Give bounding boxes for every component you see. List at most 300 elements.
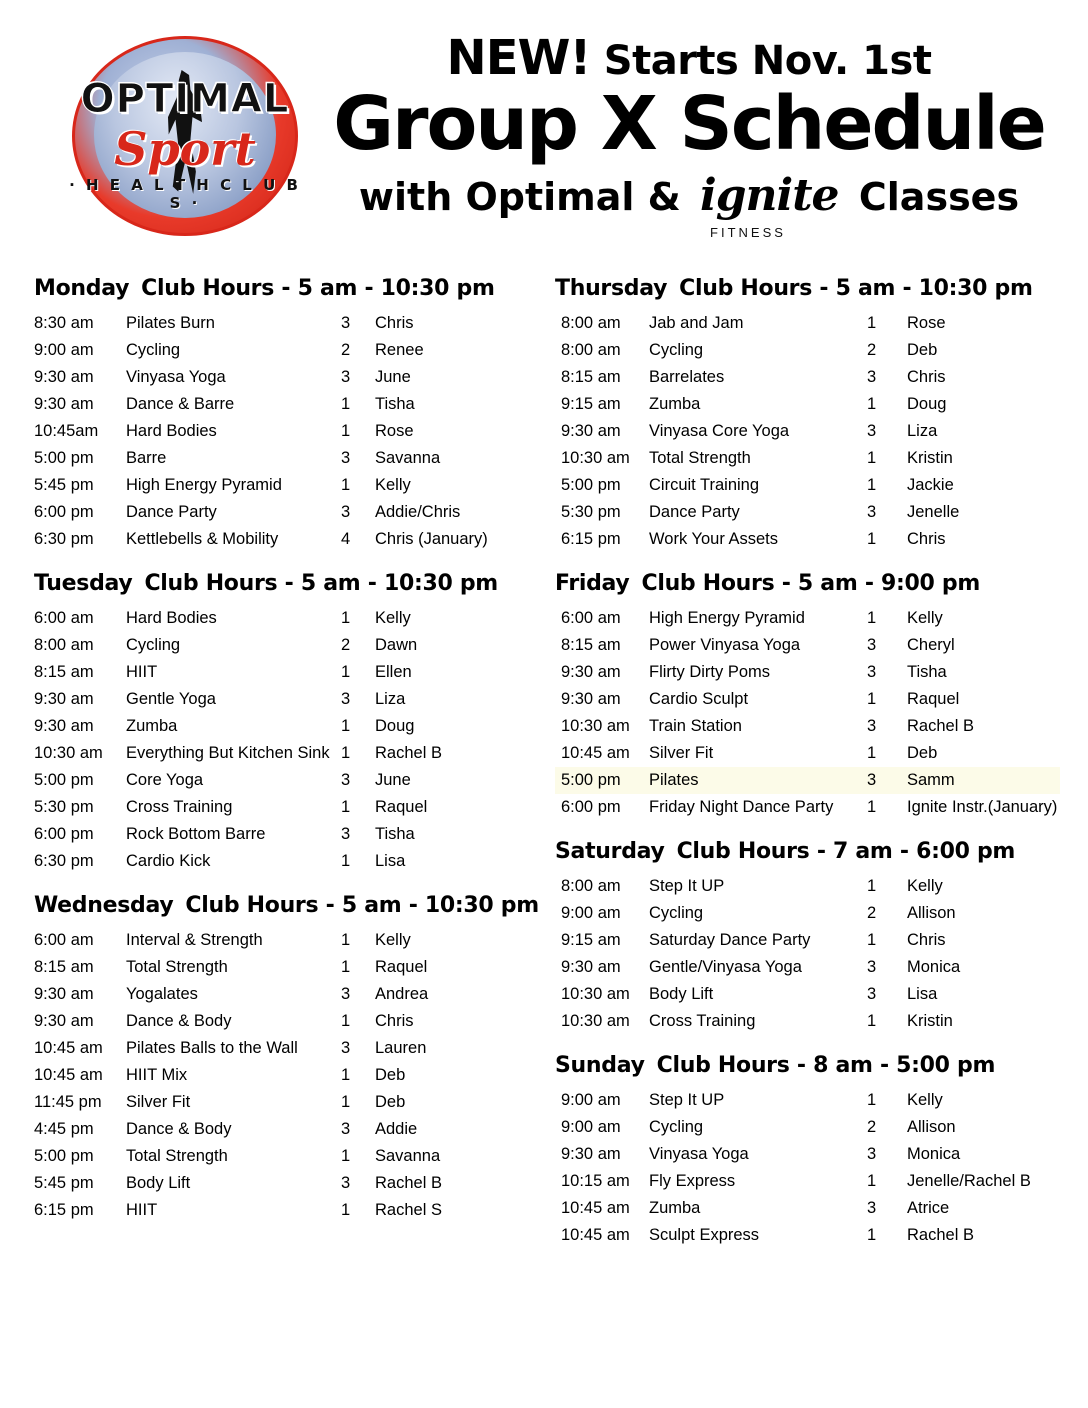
day-name: Monday [34, 276, 130, 301]
day-header-friday [555, 571, 1060, 596]
title-subline [320, 169, 1058, 240]
class-instructor: Deb [375, 1093, 406, 1111]
class-level: 1 [867, 395, 877, 413]
class-level: 1 [867, 476, 877, 494]
class-instructor: Kristin [907, 449, 953, 467]
class-level: 1 [867, 449, 877, 467]
schedule-columns [0, 270, 1088, 1267]
class-instructor: Tisha [907, 663, 947, 681]
day-block-sunday [555, 1053, 1060, 1249]
class-level: 1 [867, 1012, 877, 1030]
class-level: 1 [867, 798, 877, 816]
class-level: 1 [341, 1147, 351, 1165]
class-name: Step It UP [649, 877, 725, 895]
class-instructor: Deb [375, 1066, 406, 1084]
table-row [34, 1008, 541, 1035]
class-instructor: Doug [907, 395, 947, 413]
class-instructor: Cheryl [907, 636, 955, 654]
ignite-brand-label [694, 169, 859, 240]
table-row [34, 767, 541, 794]
class-time: 6:00 pm [561, 798, 621, 816]
class-instructor: Kelly [907, 1091, 943, 1109]
class-name: Silver Fit [649, 744, 714, 762]
page-title: Group X Schedule [333, 81, 1045, 167]
class-time: 8:15 am [34, 663, 94, 681]
class-name: Train Station [649, 717, 742, 735]
ignite-word: ignite [700, 169, 839, 221]
class-level: 1 [867, 877, 877, 895]
table-row [555, 1168, 1060, 1195]
table-row [34, 445, 541, 472]
class-level: 3 [867, 985, 877, 1003]
class-time: 6:00 am [34, 931, 94, 949]
class-time: 9:00 am [561, 1091, 621, 1109]
class-level: 3 [341, 449, 351, 467]
class-table [34, 605, 541, 875]
class-table [555, 873, 1060, 1035]
class-time: 9:30 am [34, 717, 94, 735]
class-time: 10:30 am [561, 1012, 630, 1030]
table-row [34, 1062, 541, 1089]
class-time: 9:30 am [34, 690, 94, 708]
class-level: 1 [867, 314, 877, 332]
class-name: HIIT Mix [126, 1066, 188, 1084]
class-time: 8:15 am [34, 958, 94, 976]
class-name: Vinyasa Yoga [126, 368, 226, 386]
class-name: Cycling [126, 636, 181, 654]
class-name: HIIT [126, 1201, 158, 1219]
class-level: 3 [867, 422, 877, 440]
class-level: 3 [341, 503, 351, 521]
class-instructor: June [375, 771, 411, 789]
class-level: 3 [341, 1120, 351, 1138]
class-instructor: Liza [907, 422, 938, 440]
class-level: 3 [867, 503, 877, 521]
ignite-fitness-sublabel: FITNESS [710, 224, 786, 240]
class-table [34, 927, 541, 1224]
class-instructor: Chris [375, 1012, 414, 1030]
table-row [555, 1222, 1060, 1249]
class-time: 10:30 am [561, 717, 630, 735]
table-row [34, 499, 541, 526]
class-instructor: Jackie [907, 476, 954, 494]
club-hours: Club Hours - 7 am - 6:00 pm [676, 839, 1016, 864]
club-hours: Club Hours - 8 am - 5:00 pm [656, 1053, 996, 1078]
class-time: 6:15 pm [34, 1201, 94, 1219]
class-instructor: Addie [375, 1120, 418, 1138]
class-level: 1 [341, 395, 351, 413]
class-time: 5:00 pm [555, 767, 649, 794]
class-instructor: Samm [907, 767, 1060, 794]
table-row [34, 713, 541, 740]
table-row [555, 794, 1060, 821]
class-name: Cycling [649, 1118, 704, 1136]
class-table [555, 1087, 1060, 1249]
table-row [555, 767, 1060, 794]
class-name: High Energy Pyramid [126, 476, 282, 494]
day-name: Saturday [555, 839, 665, 864]
class-time: 6:15 pm [561, 530, 621, 548]
class-time: 10:15 am [561, 1172, 630, 1190]
table-row [34, 740, 541, 767]
class-time: 9:30 am [561, 1145, 621, 1163]
class-name: Dance & Body [126, 1120, 232, 1138]
class-level: 3 [341, 690, 351, 708]
class-name: Body Lift [126, 1174, 191, 1192]
table-row [34, 1197, 541, 1224]
table-row [34, 632, 541, 659]
class-instructor: Rose [907, 314, 946, 332]
class-name: Dance & Body [126, 1012, 232, 1030]
class-time: 9:30 am [561, 690, 621, 708]
class-table [34, 310, 541, 553]
class-name: Dance Party [649, 503, 740, 521]
class-instructor: Allison [907, 904, 956, 922]
class-time: 9:15 am [561, 395, 621, 413]
class-instructor: Dawn [375, 636, 418, 654]
class-time: 6:00 am [34, 609, 94, 627]
class-level: 3 [341, 825, 351, 843]
class-instructor: Ignite Instr.(January) [907, 798, 1058, 816]
table-row [555, 900, 1060, 927]
class-time: 9:15 am [561, 931, 621, 949]
class-time: 5:00 pm [34, 449, 94, 467]
optimal-sport-logo [60, 18, 310, 248]
class-name: Work Your Assets [649, 530, 779, 548]
class-time: 10:45 am [34, 1066, 103, 1084]
class-name: Sculpt Express [649, 1226, 760, 1244]
class-time: 8:00 am [561, 341, 621, 359]
class-time: 10:45 am [561, 744, 630, 762]
class-instructor: Kelly [907, 877, 943, 895]
day-block-tuesday [34, 571, 541, 875]
class-time: 6:00 pm [34, 503, 94, 521]
class-table [555, 605, 1060, 821]
class-level: 3 [867, 1145, 877, 1163]
class-time: 9:30 am [34, 368, 94, 386]
class-time: 8:30 am [34, 314, 94, 332]
class-name: Total Strength [126, 1147, 228, 1165]
class-name: Gentle/Vinyasa Yoga [649, 958, 802, 976]
class-level: 2 [341, 341, 351, 359]
class-name: Silver Fit [126, 1093, 191, 1111]
class-instructor: Allison [907, 1118, 956, 1136]
class-name: Saturday Dance Party [649, 931, 811, 949]
class-level: 1 [867, 1172, 877, 1190]
table-row [34, 472, 541, 499]
table-row [555, 472, 1060, 499]
class-level: 1 [867, 690, 877, 708]
club-hours: Club Hours - 5 am - 10:30 pm [141, 276, 495, 301]
day-block-monday [34, 276, 541, 553]
class-instructor: Andrea [375, 985, 429, 1003]
class-name: Circuit Training [649, 476, 760, 494]
class-level: 1 [341, 422, 351, 440]
class-level: 1 [341, 852, 351, 870]
title-starts-label: Starts Nov. 1st [603, 38, 932, 84]
day-block-friday [555, 571, 1060, 821]
title-classes-label: Classes [858, 174, 1020, 219]
class-time: 9:30 am [561, 663, 621, 681]
class-level: 2 [341, 636, 351, 654]
class-level: 3 [867, 663, 877, 681]
class-instructor: Rachel B [907, 1226, 974, 1244]
class-time: 6:00 am [561, 609, 621, 627]
table-row [555, 364, 1060, 391]
class-name: Cross Training [126, 798, 233, 816]
day-header-sunday [555, 1053, 1060, 1078]
club-hours: Club Hours - 5 am - 10:30 pm [679, 276, 1033, 301]
class-level: 2 [867, 1118, 877, 1136]
class-name: Cardio Kick [126, 852, 211, 870]
day-header-saturday [555, 839, 1060, 864]
table-row [555, 310, 1060, 337]
class-name: Vinyasa Yoga [649, 1145, 749, 1163]
class-name: Cycling [649, 904, 704, 922]
class-instructor: Rachel B [375, 744, 442, 762]
day-block-thursday [555, 276, 1060, 553]
class-instructor: Lisa [907, 985, 938, 1003]
table-row [555, 337, 1060, 364]
table-row [555, 391, 1060, 418]
table-row [34, 337, 541, 364]
table-row [34, 848, 541, 875]
class-instructor: Atrice [907, 1199, 950, 1217]
class-name: Pilates Burn [126, 314, 215, 332]
logo-text-sport: Sport [114, 122, 256, 176]
class-name: Total Strength [126, 958, 228, 976]
table-row [555, 686, 1060, 713]
class-instructor: Liza [375, 690, 406, 708]
class-instructor: Rachel B [375, 1174, 442, 1192]
class-instructor: Rachel B [907, 717, 974, 735]
class-name: Rock Bottom Barre [126, 825, 266, 843]
club-hours: Club Hours - 5 am - 9:00 pm [641, 571, 980, 596]
table-row [555, 499, 1060, 526]
club-hours: Club Hours - 5 am - 10:30 pm [185, 893, 539, 918]
class-name: Zumba [126, 717, 178, 735]
class-level: 3 [867, 1199, 877, 1217]
class-instructor: Kelly [375, 609, 411, 627]
class-level: 1 [867, 1091, 877, 1109]
day-header-thursday [555, 276, 1060, 301]
table-row [555, 526, 1060, 553]
class-name: Interval & Strength [126, 931, 263, 949]
table-row [34, 1116, 541, 1143]
title-new-label: NEW! [446, 30, 591, 86]
class-name: High Energy Pyramid [649, 609, 805, 627]
class-time: 8:00 am [561, 314, 621, 332]
class-name: Zumba [649, 395, 701, 413]
class-instructor: Chris [907, 931, 946, 949]
class-level: 1 [341, 663, 351, 681]
class-name: Cycling [126, 341, 181, 359]
class-time: 8:00 am [561, 877, 621, 895]
class-instructor: Savanna [375, 449, 441, 467]
class-level: 3 [867, 767, 907, 794]
class-level: 1 [341, 609, 351, 627]
class-time: 9:30 am [34, 1012, 94, 1030]
table-row [555, 1114, 1060, 1141]
class-level: 1 [867, 744, 877, 762]
class-level: 1 [867, 609, 877, 627]
class-time: 5:00 pm [34, 771, 94, 789]
class-time: 9:00 am [561, 1118, 621, 1136]
class-time: 6:30 pm [34, 852, 94, 870]
class-instructor: Chris [907, 530, 946, 548]
class-name: Pilates [649, 767, 867, 794]
class-time: 10:45 am [34, 1039, 103, 1057]
class-level: 3 [341, 771, 351, 789]
class-time: 4:45 pm [34, 1120, 94, 1138]
class-instructor: Raquel [375, 958, 428, 976]
day-header-monday [34, 276, 541, 301]
table-row [34, 1089, 541, 1116]
club-hours: Club Hours - 5 am - 10:30 pm [144, 571, 498, 596]
table-row [555, 873, 1060, 900]
class-instructor: Tisha [375, 825, 415, 843]
table-row [34, 981, 541, 1008]
class-time: 11:45 pm [34, 1093, 102, 1111]
day-name: Sunday [555, 1053, 645, 1078]
class-time: 5:30 pm [561, 503, 621, 521]
class-level: 1 [341, 1201, 351, 1219]
day-header-tuesday [34, 571, 541, 596]
class-time: 9:30 am [34, 985, 94, 1003]
day-block-wednesday [34, 893, 541, 1224]
class-instructor: Kelly [907, 609, 943, 627]
table-row [34, 391, 541, 418]
class-name: Dance Party [126, 503, 217, 521]
class-time: 8:15 am [561, 368, 621, 386]
class-time: 5:45 pm [34, 476, 94, 494]
table-row [555, 659, 1060, 686]
class-table [555, 310, 1060, 553]
table-row [34, 659, 541, 686]
table-row [555, 927, 1060, 954]
class-time: 8:00 am [34, 636, 94, 654]
class-level: 1 [341, 958, 351, 976]
title-with-label: with Optimal & [358, 174, 681, 219]
class-instructor: Rose [375, 422, 414, 440]
class-name: Flirty Dirty Poms [649, 663, 770, 681]
table-row [555, 740, 1060, 767]
class-name: Gentle Yoga [126, 690, 216, 708]
table-row [34, 1170, 541, 1197]
class-time: 9:30 am [34, 395, 94, 413]
class-name: Barrelates [649, 368, 725, 386]
table-row [555, 981, 1060, 1008]
class-level: 3 [867, 636, 877, 654]
class-level: 2 [867, 341, 877, 359]
class-instructor: Addie/Chris [375, 503, 461, 521]
class-name: Vinyasa Core Yoga [649, 422, 790, 440]
class-instructor: Monica [907, 958, 961, 976]
class-instructor: Deb [907, 341, 938, 359]
class-level: 3 [867, 717, 877, 735]
table-row [34, 954, 541, 981]
table-row [34, 605, 541, 632]
day-name: Thursday [555, 276, 668, 301]
table-row [555, 1141, 1060, 1168]
class-level: 1 [341, 744, 351, 762]
class-time: 5:00 pm [561, 476, 621, 494]
day-name: Tuesday [34, 571, 133, 596]
class-instructor: Ellen [375, 663, 412, 681]
class-instructor: Doug [375, 717, 415, 735]
table-row [34, 1035, 541, 1062]
class-instructor: Raquel [375, 798, 428, 816]
schedule-column-right [547, 276, 1060, 1267]
day-name: Friday [555, 571, 630, 596]
table-row [555, 418, 1060, 445]
class-instructor: Chris [907, 368, 946, 386]
class-instructor: Chris [375, 314, 414, 332]
class-level: 1 [341, 798, 351, 816]
class-level: 2 [867, 904, 877, 922]
class-instructor: Kelly [375, 931, 411, 949]
class-instructor: Raquel [907, 690, 960, 708]
class-instructor: Renee [375, 341, 424, 359]
table-row [34, 686, 541, 713]
class-level: 1 [867, 1226, 877, 1244]
class-time: 6:30 pm [34, 530, 94, 548]
class-level: 3 [867, 958, 877, 976]
class-time: 9:30 am [561, 422, 621, 440]
class-level: 3 [341, 368, 351, 386]
class-name: Hard Bodies [126, 422, 217, 440]
class-level: 3 [341, 985, 351, 1003]
class-name: Barre [126, 449, 167, 467]
class-level: 1 [341, 476, 351, 494]
class-level: 1 [341, 717, 351, 735]
class-level: 1 [341, 1093, 351, 1111]
class-level: 4 [341, 530, 351, 548]
class-time: 10:30 am [34, 744, 103, 762]
table-row [34, 418, 541, 445]
class-level: 3 [867, 368, 877, 386]
class-instructor: Jenelle [907, 503, 960, 521]
class-name: HIIT [126, 663, 158, 681]
table-row [555, 1195, 1060, 1222]
class-name: Cycling [649, 341, 704, 359]
class-level: 1 [867, 931, 877, 949]
class-name: Friday Night Dance Party [649, 798, 834, 816]
day-header-wednesday [34, 893, 541, 918]
class-name: Core Yoga [126, 771, 204, 789]
class-name: Cross Training [649, 1012, 756, 1030]
table-row [34, 927, 541, 954]
table-row [555, 1008, 1060, 1035]
class-level: 1 [341, 1012, 351, 1030]
table-row [34, 794, 541, 821]
class-instructor: Chris (January) [375, 530, 488, 548]
class-time: 10:30 am [561, 449, 630, 467]
title-block [310, 18, 1058, 240]
class-name: Body Lift [649, 985, 714, 1003]
class-instructor: Lisa [375, 852, 406, 870]
title-line-new [320, 30, 1058, 86]
class-level: 3 [341, 1039, 351, 1057]
class-time: 10:45am [34, 422, 99, 440]
class-time: 9:00 am [561, 904, 621, 922]
class-instructor: Rachel S [375, 1201, 442, 1219]
class-time: 9:00 am [34, 341, 94, 359]
class-time: 8:15 am [561, 636, 621, 654]
table-row [34, 1143, 541, 1170]
table-row [555, 1087, 1060, 1114]
table-row [555, 954, 1060, 981]
